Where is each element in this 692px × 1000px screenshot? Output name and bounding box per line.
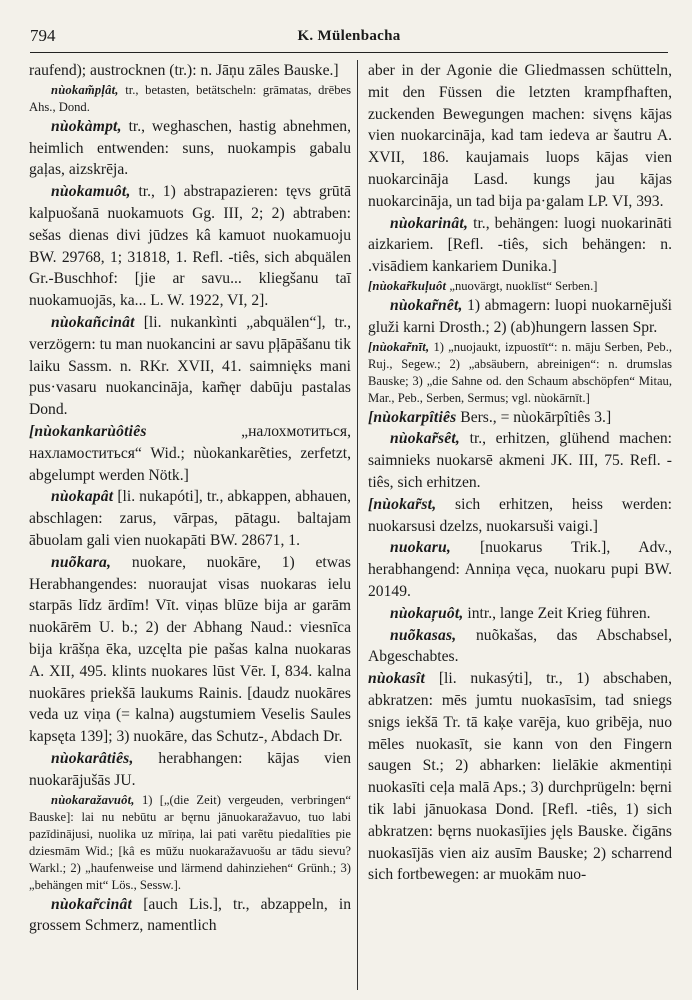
dictionary-entry [29,792,351,894]
dictionary-entry [368,668,672,886]
entry-definition: aber in der Agonie die Gliedmassen schütteln, mit den Füssen die letzten krampfhaften, zuckenden Bewegungen machen: sivęns kājas vien nuokarcināja, kad tam iedeva ar šautru A. XVII, 186. kaujamais luops kājas vien nuokarcināja Lasd. kungs jau kājas nuokarcināja, un tad bija pa·galam LP. VI, 393. [368,62,672,210]
entry-headword: nuõkasas, [390,626,457,644]
entry-headword: [nùokar̃st, [368,495,437,513]
dictionary-entry [29,181,351,312]
entry-headword: [nùokarpîtiês [368,408,457,426]
dictionary-entry [29,60,351,82]
entry-headword: nùokasît [368,670,426,688]
dictionary-entry [29,486,351,551]
running-title: K. Mülenbacha [297,28,401,44]
dictionary-entry [29,748,351,792]
dictionary-entry [29,552,351,748]
entry-headword: nùokàmpt, [51,117,122,135]
entry-headword: nùokar̃cinât [51,895,133,913]
entry-definition: tr., betasten, betätscheln: grāmatas, drēbes Ahs., Dond. [29,82,351,114]
entry-definition: tr., erhitzen, glühend machen: saimnieks nuokarsē akmeni JK. III, 75. Refl. -tiês, sich erhitzen. [368,430,672,491]
entry-headword: nuõkara, [51,553,112,571]
entry-definition: herabhangen: kājas vien nuokarājušās JU. [29,749,351,789]
entry-definition: tr., weghaschen, hastig abnehmen, heimlich entwenden: suns, nuokampis gabalu gaļas, aizskrēja. [29,117,351,179]
entry-headword: nùokam̃pļât, [51,82,119,97]
page-header [30,26,668,53]
entry-headword: nuokaru, [390,539,451,557]
entry-definition: [li. nukapóti], tr., abkappen, abhauen, abschlagen: zarus, vārpas, pātagu. baltajam ābuolam gali vien nuokapāti BW. 28671, 1. [29,488,351,549]
entry-headword: nùokarâtiês, [51,749,134,767]
column-divider [357,60,358,990]
entry-definition: 1) „nuojaukt, izpuostīt“: n. māju Serben, Peb., Ruj., Segew.; 2) „absäubern, abreinigen“: n. drumslas Bauske; 3) „die Sahne od. den Schaum abschöpfen“ Mitau, Mar., Peb., Serben, Sermus; vgl. nùokārnīt.] [368,339,672,405]
entry-headword: [nùokankarùôtiês [29,422,147,440]
entry-definition: [auch Lis.], tr., abzappeln, in grossem Schmerz, namentlich [29,895,351,935]
dictionary-entry [368,295,672,339]
page-number: 794 [30,26,56,45]
entry-definition: intr., lange Zeit Krieg führen. [463,604,651,622]
entry-headword: nùokamuôt, [51,183,131,201]
dictionary-entry [29,894,351,938]
entry-headword: nùokar̃nêt, [390,296,463,314]
entry-headword: [nùokar̃kuļuôt [368,278,447,293]
entry-definition: sich erhitzen, heiss werden: nuokarsusi dzelzs, nuokarsuši vaigi.] [368,495,672,535]
entry-definition: tr., behängen: luogi nuokarināti aizkariem. [Refl. -tiês, sich behängen: n. .visādiem kankariem Dunika.] [368,214,672,276]
entry-headword: [nùokar̃nīt, [368,339,430,354]
entry-headword: nùokapât [51,488,114,506]
dictionary-entry [368,494,672,538]
entry-headword: nùokañcinât [51,313,135,331]
entry-headword: nùokarinât, [390,214,469,232]
entry-headword: nùokaŗuôt, [390,604,464,622]
entry-definition: tr., 1) abstrapazieren: tęvs grūtā kalpuošanā nuokamuots Gg. III, 2; 2) abtraben: sešas dienas divi jūdzes kâ kamuot nuokamuoju BW. 29768, 1; 31818, 1. Refl. -tiês, sich abquälen Gr.-Buschhof: [jie ar savu... kliegšanu taī nuokamuojās, ka... L. W. 1922, VI, 2]. [29,183,351,310]
entry-definition: [nuokarus Trik.], Adv., herabhangend: Anniņa vęca, nuokaru pupi BW. 20149. [368,539,672,600]
dictionary-entry [368,213,672,278]
entry-definition: „налохмотиться, нахламоститься“ Wid.; nùokankarẽties, zerfetzt, abgelumpt werden Nötk.] [29,422,351,484]
dictionary-entry [368,60,672,213]
dictionary-entry [29,82,351,116]
entry-definition: [li. nukasýti], tr., 1) abschaben, abkratzen: mēs jumtu nuokasīsim, tad sniegs snigs iekšā Tr. tā kaķe varēja, kuo gribēja, nuo mēles nuokasīt, sie kann von den Fingern saugen St.; 2) abharken: lielākie akmentiņi nuokasīti ceļa malā Aps.; 3) durchprügeln: bęrni tik labi jānuokasa Dond. [Refl. -tiês, 1) sich abkratzen: bęrns nuokasījies jęls Bauske. čigāns nuokasījās vien aiz ausīm Bauske; 2) scharrend sich fortbewegen: ar muokām nuo- [368,670,672,884]
entry-definition: Bers., = nùokārpîtiês 3.] [456,408,612,426]
dictionary-entry [368,603,672,625]
entry-definition: [li. nukankìnti „abquälen“], tr., verzögern: tu man nuokancini ar savu pļāpāšanu tik laiku Sassm. n. RKr. XVII, 41. saimnięks mani pus·vasaru nuokancināja, kam̃ęr dabūju pastalas Dond. [29,313,351,419]
dictionary-entry [29,312,351,421]
right-column [368,60,672,886]
dictionary-entry [29,116,351,181]
left-column [29,60,351,937]
entry-definition: nuõkašas, das Abschabsel, Abgeschabtes. [368,626,672,666]
dictionary-entry [368,339,672,407]
dictionary-entry [368,407,672,429]
entry-definition: 1) abmagern: luopi nuokarnējuši gluži karni Drosth.; 2) (ab)hungern lassen Spr. [368,296,672,336]
entry-definition: 1) [„(die Zeit) vergeuden, verbringen“ Bauske]: lai nu nebūtu ar bęrnu jānuokaražavuo, tuo labi pazīdinājusi, nuolika uz mīriņa, lai pati varẽtu piedalīties pie dziesmām Wid.; [kâ es mūžu nuokaražavuošu ar tādu sievu? Warkl.; 2) „haufenweise und lärmend dahinziehen“ Grünh.; 3) „behängen mit“ Lös., Sessw.]. [29,792,351,892]
entry-definition: raufend); austrocknen (tr.): n. Jāņu zāles Bauske.] [29,62,339,79]
dictionary-entry [368,537,672,602]
dictionary-entry [368,428,672,493]
entry-headword: nùokaražavuôt, [51,792,135,807]
entry-headword: nùokar̃sêt, [390,430,461,448]
entry-definition: „nuovärgt, nuoklīst“ Serben.] [446,278,598,293]
dictionary-entry [368,625,672,669]
entry-definition: nuokare, nuokāre, 1) etwas Herabhangendes: nuoraujat visas nuokaras ielu starpās līdz ārdīm! Vīt. viņas blūze bija ar garām nuokārēm U. b.; 2) der Abhang Naud.: viesnīca bija krāšņa ēka, uzcęlta pie pašas kalna nuokaras A. XII, 495. klints nuokares lūst Vēr. I, 834. kalna nuokāres priekšā laukums Rainis. [daudz nuokāres veda uz viņa (= kalna) augstumiem Veselis Saules kapsęta 139]; 3) nuokāre, das Schutz-, Abdach Dr. [29,553,351,746]
dictionary-entry [368,278,672,295]
dictionary-entry [29,421,351,486]
